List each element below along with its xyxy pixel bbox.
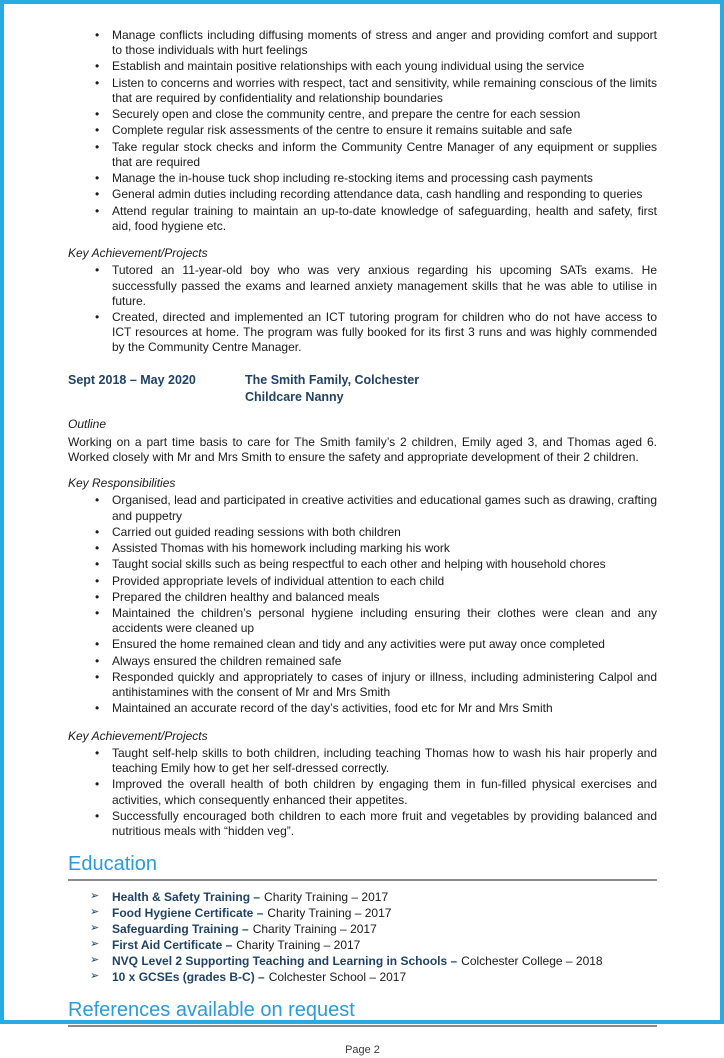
qualification-name: Health & Safety Training – <box>112 890 261 905</box>
arrow-bullet-icon: ➢ <box>90 906 100 919</box>
bullet-item: • Provided appropriate levels of individual attention to each child <box>93 574 657 589</box>
achievements-heading: Key Achievement/Projects <box>68 728 208 743</box>
previous-role-responsibilities-list <box>68 28 657 235</box>
bullet-item: • Responded quickly and appropriately to cases of injury or illness, including administering Calpol and antihistamines with the consent of Mr and Mrs Smith <box>93 670 657 700</box>
bullet-item: • Ensured the home remained clean and tidy and any activities were put away once completed <box>93 637 657 652</box>
qualification-name: Food Hygiene Certificate – <box>112 906 264 921</box>
qualification-name: NVQ Level 2 Supporting Teaching and Learning in Schools – <box>112 954 458 969</box>
page-number: Page 2 <box>345 1044 380 1057</box>
bullet-item: • Tutored an 11-year-old boy who was very anxious regarding his upcoming SATs exams. He successfully passed the exams and learned anxiety management skills that he was able to utilise in future. <box>93 263 657 309</box>
bullet-item: • Maintained the children’s personal hygiene including ensuring their clothes were clean and any accidents were cleaned up <box>93 606 657 636</box>
bullet-item: • Taught social skills such as being respectful to each other and helping with household chores <box>93 557 657 572</box>
education-item <box>90 906 657 921</box>
qualification-detail: Charity Training – 2017 <box>236 938 361 953</box>
bullet-item: • Organised, lead and participated in creative activities and educational games such as drawing, crafting and puppetry <box>93 493 657 523</box>
bullet-item: • Complete regular risk assessments of the centre to ensure it remains suitable and safe <box>93 123 657 138</box>
education-item <box>90 890 657 905</box>
arrow-bullet-icon: ➢ <box>90 922 100 935</box>
outline-heading: Outline <box>68 417 107 432</box>
arrow-bullet-icon: ➢ <box>90 938 100 951</box>
responsibilities-heading: Key Responsibilities <box>68 476 176 491</box>
achievements-heading: Key Achievement/Projects <box>68 246 208 261</box>
bullet-item: • Improved the overall health of both children by engaging them in fun-filled physical exercises and activities, which consequently enhanced their appetites. <box>93 777 657 807</box>
arrow-bullet-icon: ➢ <box>90 890 100 903</box>
bullet-item: • Prepared the children healthy and balanced meals <box>93 590 657 605</box>
arrow-bullet-icon: ➢ <box>90 970 100 983</box>
qualification-detail: Charity Training – 2017 <box>264 890 389 905</box>
job-header <box>68 372 657 406</box>
bullet-item: • Manage the in-house tuck shop including re-stocking items and processing cash payments <box>93 171 657 186</box>
arrow-bullet-icon: ➢ <box>90 954 100 967</box>
education-section-heading: Education <box>68 853 657 881</box>
job-employer-block <box>245 372 419 406</box>
qualification-detail: Colchester College – 2018 <box>461 954 603 969</box>
bullet-item: • Securely open and close the community centre, and prepare the centre for each session <box>93 107 657 122</box>
previous-role-achievements-list <box>68 263 657 356</box>
bullet-item: • Taught self-help skills to both children, including teaching Thomas how to wash his hair properly and teaching Emily how to get her self-dressed correctly. <box>93 746 657 776</box>
education-list <box>68 890 657 986</box>
responsibilities-list <box>68 493 657 717</box>
achievements-list <box>68 746 657 840</box>
job-dates: Sept 2018 – May 2020 <box>68 372 196 387</box>
education-item <box>90 938 657 953</box>
bullet-item: • Manage conflicts including diffusing moments of stress and anger and providing comfort and support to those individuals with hurt feelings <box>93 28 657 58</box>
bullet-item: • Successfully encouraged both children to each more fruit and vegetables by providing balanced and nutritious meals with “hidden veg”. <box>93 809 657 839</box>
bullet-item: • Maintained an accurate record of the day’s activities, food etc for Mr and Mrs Smith <box>93 701 657 716</box>
education-item <box>90 922 657 937</box>
job-title: Childcare Nanny <box>245 389 344 404</box>
qualification-name: First Aid Certificate – <box>112 938 233 953</box>
bullet-item: • Establish and maintain positive relationships with each young individual using the service <box>93 59 657 74</box>
bullet-item: • Listen to concerns and worries with respect, tact and sensitivity, while remaining conscious of the limits that are required by confidentiality and relationship boundaries <box>93 76 657 106</box>
bullet-item: • Carried out guided reading sessions with both children <box>93 525 657 540</box>
education-item <box>90 970 657 985</box>
bullet-item: • Created, directed and implemented an ICT tutoring program for children who do not have access to ICT resources at home. The program was fully booked for its first 3 runs and was highly commended by the Community Centre Manager. <box>93 310 657 356</box>
job-employer: The Smith Family, Colchester <box>245 372 420 387</box>
bullet-item: • Take regular stock checks and inform the Community Centre Manager of any equipment or supplies that are required <box>93 140 657 170</box>
qualification-name: 10 x GCSEs (grades B-C) – <box>112 970 265 985</box>
references-section-heading: References available on request <box>68 999 657 1027</box>
qualification-detail: Colchester School – 2017 <box>268 970 407 985</box>
qualification-detail: Charity Training – 2017 <box>267 906 392 921</box>
bullet-item: • Attend regular training to maintain an up-to-date knowledge of safeguarding, health and safety, first aid, food hygiene etc. <box>93 204 657 234</box>
qualification-detail: Charity Training – 2017 <box>252 922 377 937</box>
bullet-item: • Assisted Thomas with his homework including marking his work <box>93 541 657 556</box>
bullet-item: • General admin duties including recording attendance data, cash handling and responding to queries <box>93 187 657 202</box>
outline-text: Working on a part time basis to care for The Smith family’s 2 children, Emily aged 3, and Thomas aged 6. Worked closely with Mr and Mrs Smith to ensure the safety and appropriate development of their 2 children. <box>68 434 657 464</box>
bullet-item: • Always ensured the children remained safe <box>93 654 657 669</box>
qualification-name: Safeguarding Training – <box>112 922 249 937</box>
education-item <box>90 954 657 969</box>
